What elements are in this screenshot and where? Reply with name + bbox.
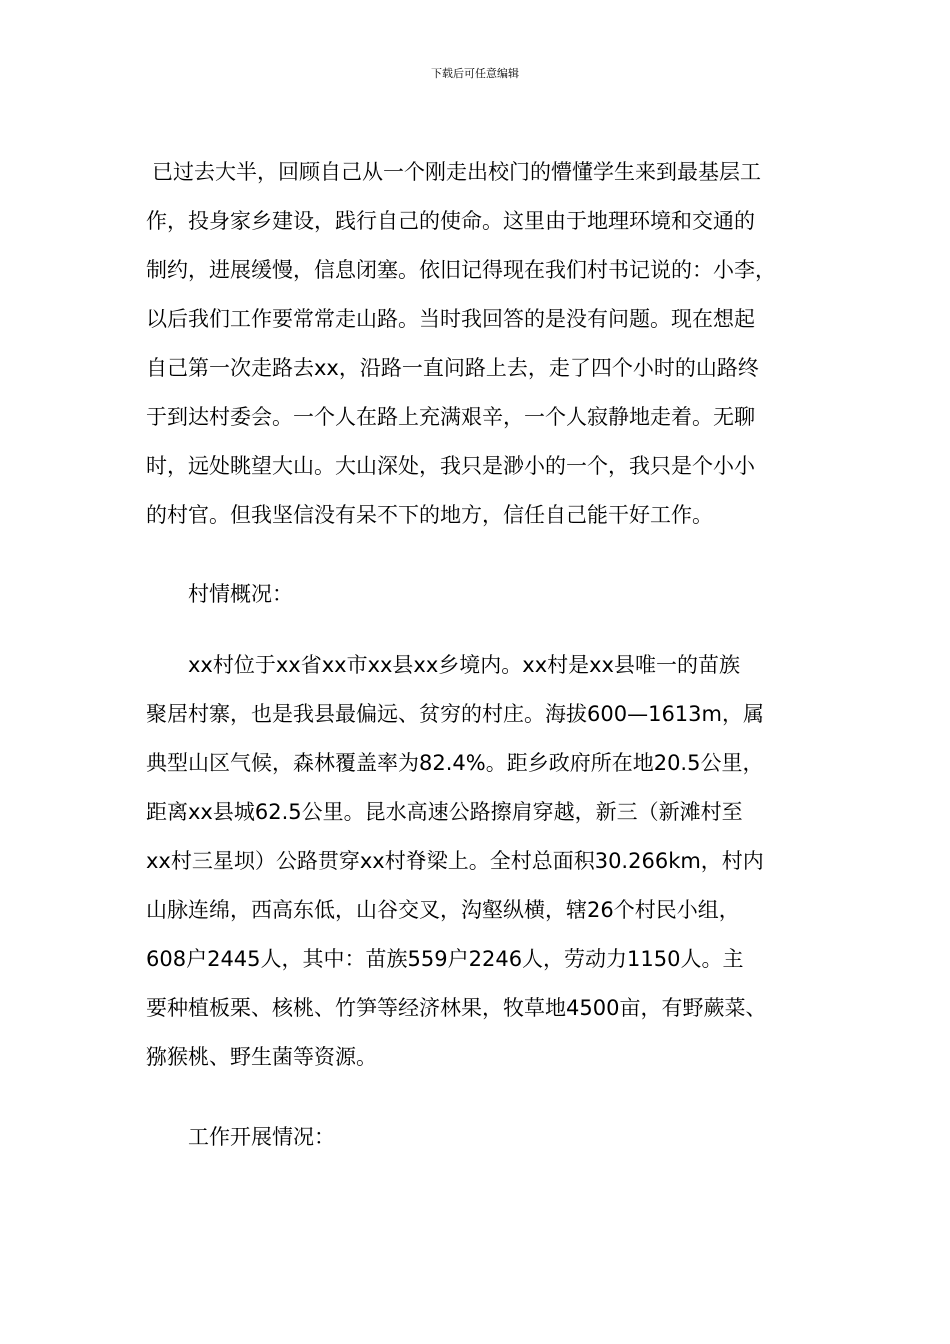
text-line: 距离xx县城62.5公里。昆水高速公路擦肩穿越，新三（新滩村至 <box>146 800 743 824</box>
text-line: 山脉连绵，西高东低，山谷交叉，沟壑纵横，辖26个村民小组， <box>146 898 740 922</box>
paragraph-village-overview <box>146 641 814 1082</box>
text-line: xx村三星坝）公路贯穿xx村脊梁上。全村总面积30.266km，村内 <box>146 849 764 873</box>
paragraph-intro <box>146 148 814 540</box>
text-line: 制约，进展缓慢，信息闭塞。依旧记得现在我们村书记说的：小李， <box>146 258 776 282</box>
text-line: 猕猴桃、野生菌等资源。 <box>146 1045 377 1069</box>
section-heading-village <box>146 570 814 619</box>
text-line: 608户2445人，其中：苗族559户2246人，劳动力1150人。主 <box>146 947 744 971</box>
text-line: 作，投身家乡建设，践行自己的使命。这里由于地理环境和交通的 <box>146 209 755 233</box>
text-line: 已过去大半，回顾自己从一个刚走出校门的懵懂学生来到最基层工 <box>152 160 761 184</box>
text-line: 的村官。但我坚信没有呆不下的地方，信任自己能干好工作。 <box>146 503 713 527</box>
text-line: 典型山区气候，森林覆盖率为82.4%。距乡政府所在地20.5公里， <box>146 751 764 775</box>
section-heading: 村情概况： <box>188 582 293 606</box>
text-line: 时，远处眺望大山。大山深处，我只是渺小的一个，我只是个小小 <box>146 454 755 478</box>
text-line: 自己第一次走路去xx，沿路一直问路上去，走了四个小时的山路终 <box>146 356 759 380</box>
page-header: 下载后可任意编辑 <box>431 67 519 80</box>
text-line: 以后我们工作要常常走山路。当时我回答的是没有问题。现在想起 <box>146 307 755 331</box>
section-heading: 工作开展情况： <box>188 1125 335 1149</box>
text-line: xx村位于xx省xx市xx县xx乡境内。xx村是xx县唯一的苗族 <box>188 653 740 677</box>
text-line: 要种植板栗、核桃、竹笋等经济林果，牧草地4500亩，有野蕨菜、 <box>146 996 767 1020</box>
section-heading-work <box>146 1113 814 1162</box>
text-line: 聚居村寨，也是我县最偏远、贫穷的村庄。海拔600—1613m，属 <box>146 702 764 726</box>
text-line: 于到达村委会。一个人在路上充满艰辛，一个人寂静地走着。无聊 <box>146 405 755 429</box>
